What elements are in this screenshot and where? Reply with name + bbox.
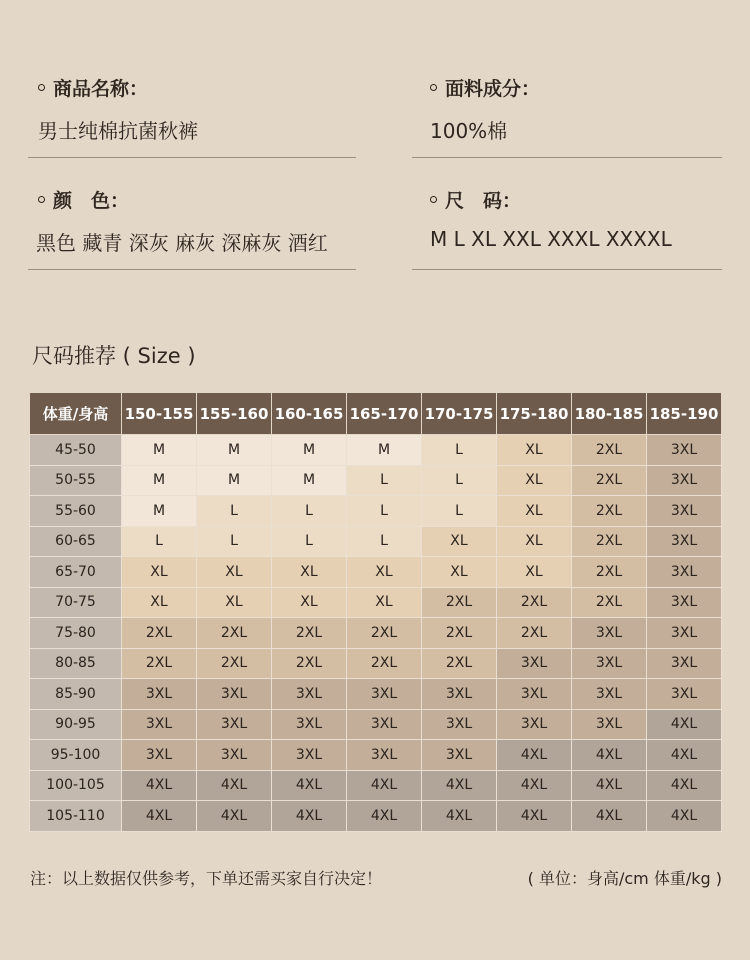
size-cell: L bbox=[272, 526, 347, 557]
bullet-icon bbox=[38, 196, 45, 203]
size-cell: XL bbox=[497, 526, 572, 557]
size-cell: 3XL bbox=[272, 679, 347, 710]
size-cell: XL bbox=[347, 557, 422, 588]
size-cell: 3XL bbox=[572, 618, 647, 649]
size-cell: 2XL bbox=[422, 587, 497, 618]
size-cell: 3XL bbox=[572, 679, 647, 710]
size-cell: 3XL bbox=[347, 679, 422, 710]
table-row bbox=[30, 709, 722, 740]
size-block bbox=[430, 186, 672, 251]
size-cell: 4XL bbox=[197, 770, 272, 801]
footer-unit: ( 单位：身高/cm 体重/kg ) bbox=[527, 869, 722, 888]
size-table bbox=[29, 392, 722, 832]
size-cell: 4XL bbox=[347, 770, 422, 801]
size-cell: 2XL bbox=[497, 587, 572, 618]
size-cell: 3XL bbox=[647, 648, 722, 679]
table-row bbox=[30, 496, 722, 527]
size-cell: 3XL bbox=[122, 740, 197, 771]
divider bbox=[412, 157, 722, 158]
size-cell: 4XL bbox=[572, 770, 647, 801]
size-cell: 4XL bbox=[122, 801, 197, 832]
size-cell: 4XL bbox=[197, 801, 272, 832]
size-cell: 3XL bbox=[272, 709, 347, 740]
size-cell: 4XL bbox=[572, 801, 647, 832]
product-name-label: 商品名称： bbox=[53, 78, 149, 100]
size-cell: L bbox=[272, 496, 347, 527]
size-cell: L bbox=[422, 465, 497, 496]
size-cell: 3XL bbox=[197, 740, 272, 771]
color-value: 黑色 藏青 深灰 麻灰 深麻灰 酒红 bbox=[36, 231, 328, 255]
table-row bbox=[30, 648, 722, 679]
height-header: 165-170 bbox=[347, 393, 422, 435]
size-cell: 3XL bbox=[572, 709, 647, 740]
table-row bbox=[30, 557, 722, 588]
color-block bbox=[38, 186, 328, 256]
size-cell: 4XL bbox=[347, 801, 422, 832]
weight-cell: 50-55 bbox=[30, 465, 122, 496]
divider bbox=[412, 269, 722, 270]
size-cell: 4XL bbox=[647, 709, 722, 740]
table-row bbox=[30, 740, 722, 771]
divider bbox=[28, 269, 356, 270]
footer-note: 注：以上数据仅供参考，下单还需买家自行决定！ bbox=[30, 869, 383, 888]
size-cell: 4XL bbox=[647, 770, 722, 801]
weight-cell: 70-75 bbox=[30, 587, 122, 618]
fabric-block bbox=[430, 74, 540, 144]
size-cell: M bbox=[272, 435, 347, 466]
fabric-value: 100%棉 bbox=[430, 119, 508, 143]
size-cell: 4XL bbox=[647, 801, 722, 832]
weight-cell: 85-90 bbox=[30, 679, 122, 710]
size-cell: 2XL bbox=[572, 496, 647, 527]
size-cell: 3XL bbox=[422, 709, 497, 740]
size-cell: L bbox=[422, 435, 497, 466]
size-cell: 4XL bbox=[497, 770, 572, 801]
weight-cell: 60-65 bbox=[30, 526, 122, 557]
weight-cell: 75-80 bbox=[30, 618, 122, 649]
size-cell: 3XL bbox=[122, 709, 197, 740]
size-cell: 3XL bbox=[497, 709, 572, 740]
size-cell: XL bbox=[197, 587, 272, 618]
size-cell: 2XL bbox=[122, 618, 197, 649]
size-cell: 3XL bbox=[647, 465, 722, 496]
table-row bbox=[30, 526, 722, 557]
size-cell: M bbox=[197, 435, 272, 466]
size-cell: L bbox=[197, 496, 272, 527]
size-cell: 2XL bbox=[422, 618, 497, 649]
height-header: 185-190 bbox=[647, 393, 722, 435]
height-header: 175-180 bbox=[497, 393, 572, 435]
height-header: 170-175 bbox=[422, 393, 497, 435]
size-cell: XL bbox=[497, 435, 572, 466]
size-cell: 2XL bbox=[497, 618, 572, 649]
size-cell: 4XL bbox=[497, 801, 572, 832]
size-cell: XL bbox=[497, 557, 572, 588]
size-cell: 3XL bbox=[122, 679, 197, 710]
size-cell: 3XL bbox=[647, 587, 722, 618]
size-cell: XL bbox=[422, 526, 497, 557]
weight-cell: 90-95 bbox=[30, 709, 122, 740]
size-cell: XL bbox=[272, 557, 347, 588]
table-row bbox=[30, 587, 722, 618]
size-cell: 3XL bbox=[422, 740, 497, 771]
size-cell: 2XL bbox=[347, 648, 422, 679]
weight-cell: 80-85 bbox=[30, 648, 122, 679]
size-cell: 2XL bbox=[572, 435, 647, 466]
height-header: 155-160 bbox=[197, 393, 272, 435]
bullet-icon bbox=[38, 84, 45, 91]
bullet-icon bbox=[430, 196, 437, 203]
size-cell: M bbox=[347, 435, 422, 466]
size-cell: L bbox=[197, 526, 272, 557]
size-cell: 3XL bbox=[497, 679, 572, 710]
height-header: 150-155 bbox=[122, 393, 197, 435]
size-cell: 2XL bbox=[197, 618, 272, 649]
size-cell: 3XL bbox=[572, 648, 647, 679]
table-row bbox=[30, 465, 722, 496]
size-cell: XL bbox=[272, 587, 347, 618]
size-cell: XL bbox=[197, 557, 272, 588]
size-cell: 4XL bbox=[422, 770, 497, 801]
size-label: 尺 码： bbox=[445, 190, 522, 212]
size-cell: 2XL bbox=[422, 648, 497, 679]
weight-cell: 105-110 bbox=[30, 801, 122, 832]
table-row bbox=[30, 618, 722, 649]
size-cell: 2XL bbox=[572, 465, 647, 496]
size-cell: 2XL bbox=[197, 648, 272, 679]
size-cell: XL bbox=[497, 465, 572, 496]
size-section-title: 尺码推荐 ( Size ) bbox=[32, 344, 196, 368]
size-cell: 3XL bbox=[647, 557, 722, 588]
size-cell: 4XL bbox=[422, 801, 497, 832]
height-header: 180-185 bbox=[572, 393, 647, 435]
size-cell: M bbox=[197, 465, 272, 496]
bullet-icon bbox=[430, 84, 437, 91]
table-row bbox=[30, 435, 722, 466]
fabric-label: 面料成分： bbox=[445, 78, 541, 100]
size-cell: 3XL bbox=[647, 526, 722, 557]
size-cell: XL bbox=[347, 587, 422, 618]
size-cell: 4XL bbox=[647, 740, 722, 771]
size-cell: 4XL bbox=[122, 770, 197, 801]
size-cell: 3XL bbox=[647, 618, 722, 649]
table-row bbox=[30, 801, 722, 832]
divider bbox=[28, 157, 356, 158]
size-cell: L bbox=[347, 526, 422, 557]
weight-cell: 100-105 bbox=[30, 770, 122, 801]
size-cell: 2XL bbox=[572, 587, 647, 618]
size-cell: 3XL bbox=[647, 679, 722, 710]
weight-cell: 55-60 bbox=[30, 496, 122, 527]
product-name-block bbox=[38, 74, 198, 144]
size-cell: M bbox=[122, 496, 197, 527]
size-cell: 3XL bbox=[197, 709, 272, 740]
table-row bbox=[30, 770, 722, 801]
corner-header: 体重/身高 bbox=[30, 393, 122, 435]
size-cell: M bbox=[122, 435, 197, 466]
size-cell: 3XL bbox=[647, 435, 722, 466]
product-name-value: 男士纯棉抗菌秋裤 bbox=[38, 119, 198, 143]
size-cell: L bbox=[122, 526, 197, 557]
weight-cell: 95-100 bbox=[30, 740, 122, 771]
size-cell: XL bbox=[122, 587, 197, 618]
size-cell: L bbox=[422, 496, 497, 527]
size-cell: M bbox=[272, 465, 347, 496]
size-cell: 2XL bbox=[347, 618, 422, 649]
size-cell: L bbox=[347, 496, 422, 527]
weight-cell: 65-70 bbox=[30, 557, 122, 588]
size-cell: 4XL bbox=[272, 770, 347, 801]
height-header: 160-165 bbox=[272, 393, 347, 435]
size-cell: 3XL bbox=[272, 740, 347, 771]
size-cell: 3XL bbox=[647, 496, 722, 527]
size-value: M L XL XXL XXXL XXXXL bbox=[430, 227, 672, 251]
size-cell: 2XL bbox=[572, 557, 647, 588]
weight-cell: 45-50 bbox=[30, 435, 122, 466]
size-cell: 2XL bbox=[122, 648, 197, 679]
size-cell: 4XL bbox=[497, 740, 572, 771]
table-row bbox=[30, 679, 722, 710]
size-cell: 3XL bbox=[197, 679, 272, 710]
size-cell: XL bbox=[422, 557, 497, 588]
size-cell: 2XL bbox=[272, 648, 347, 679]
size-cell: 3XL bbox=[497, 648, 572, 679]
table-header-row bbox=[30, 393, 722, 435]
size-cell: 4XL bbox=[272, 801, 347, 832]
size-cell: 3XL bbox=[422, 679, 497, 710]
color-label: 颜 色： bbox=[53, 190, 130, 212]
size-cell: XL bbox=[497, 496, 572, 527]
size-cell: 3XL bbox=[347, 709, 422, 740]
size-cell: 3XL bbox=[347, 740, 422, 771]
size-cell: 2XL bbox=[572, 526, 647, 557]
size-cell: 4XL bbox=[572, 740, 647, 771]
size-cell: 2XL bbox=[272, 618, 347, 649]
size-cell: L bbox=[347, 465, 422, 496]
size-cell: XL bbox=[122, 557, 197, 588]
size-cell: M bbox=[122, 465, 197, 496]
